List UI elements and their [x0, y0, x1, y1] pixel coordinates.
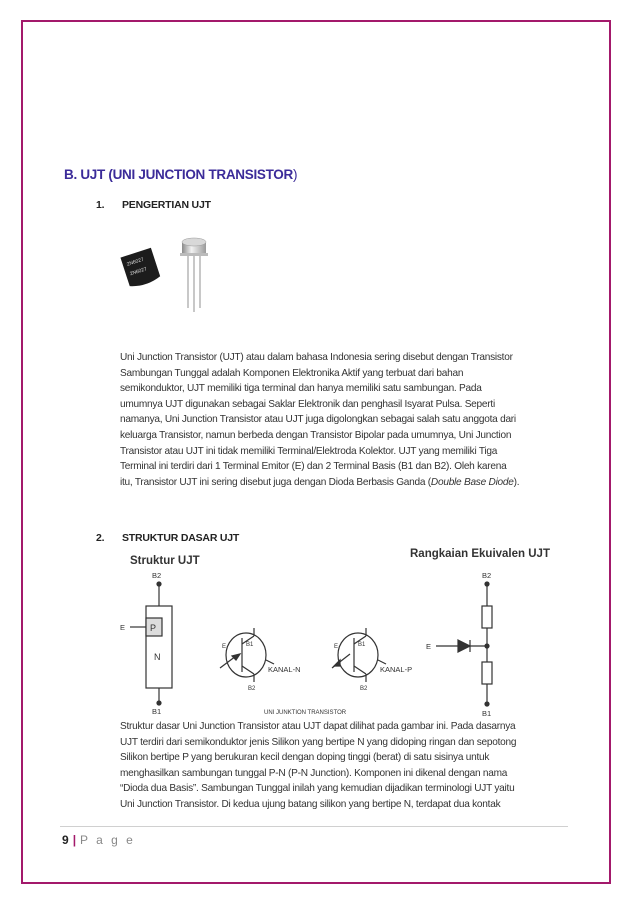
figure-title-struktur: Struktur UJT — [130, 555, 200, 567]
paragraph-pengertian: Uni Junction Transistor (UJT) atau dalam bahasa Indonesia sering disebut dengan Transistor Sambungan Tunggal adalah Komponen Elektronika Aktif yang terbuat dari bahan semikonduktor, UJT memiliki tiga terminal dan hanya memiliki satu sambungan. Pada umumnya UJT digunakan sebagai Saklar Elektronik dan penghasil Isyarat Pulsa. Seperti namanya, Uni Junction Transistor atau UJT juga digolongkan sebagai salah satu anggota dari keluarga Transistor, namun berbeda dengan Transistor Bipolar pada umumnya, Uni Junction Transistor atau UJT ini tidak memiliki Terminal/Elektroda Kolektor. UJT yang memiliki Tiga Terminal ini terdiri dari 1 Terminal Emitor (E) dan 2 Terminal Basis (B1 dan B2). Oleh karena itu, Transistor UJT ini sering disebut juga dengan Dioda Berbasis Ganda (Double Base Diode). — [120, 352, 520, 488]
paragraph-struktur: Struktur dasar Uni Junction Transistor atau UJT dapat dilihat pada gambar ini. Pada dasarnya UJT terdiri dari semikonduktor jenis Silikon yang bertipe N yang didoping ringan dan sepotong Silikon bertipe P yang berukuran kecil dengan doping tinggi (berat) di satu sisinya untuk menghasilkan sambungan tunggal P-N (P-N Junction). Komponen ini dikenal dengan nama “Dioda dua Basis”. Sambungan Tunggal inilah yang kemudian dijadikan terminologi UJT yaitu Uni Junction Transistor. Di kedua ujung batang silikon yang bertipe N, terdapat dua kontak — [120, 721, 517, 810]
metal-can-transistor — [180, 238, 208, 312]
svg-text:B2: B2 — [482, 571, 492, 580]
svg-text:KANAL-N: KANAL-N — [268, 665, 301, 674]
svg-text:KANAL-P: KANAL-P — [380, 665, 413, 674]
svg-text:E: E — [222, 644, 227, 650]
svg-text:B1: B1 — [482, 709, 492, 718]
svg-text:B1: B1 — [152, 707, 162, 716]
footer-rule — [60, 826, 568, 827]
figure-title-rangkaian: Rangkaian Ekuivalen UJT — [410, 548, 550, 560]
page-number: 9 — [62, 833, 69, 847]
svg-text:E: E — [426, 642, 432, 651]
svg-text:N: N — [154, 652, 161, 662]
svg-text:E: E — [120, 623, 126, 632]
svg-text:2N6027: 2N6027 — [129, 266, 148, 278]
svg-text:E: E — [334, 644, 339, 650]
svg-text:B2: B2 — [360, 686, 368, 692]
plastic-transistor — [120, 248, 179, 346]
svg-text:B1: B1 — [246, 642, 254, 648]
svg-text:B2: B2 — [248, 686, 256, 692]
subheading-pengertian: 1. PENGERTIAN UJT — [96, 199, 211, 211]
section-title: B. UJT (UNI JUNCTION TRANSISTOR) — [64, 167, 298, 182]
svg-text:2N6027: 2N6027 — [126, 256, 145, 268]
subheading-struktur: 2. STRUKTUR DASAR UJT — [96, 532, 240, 544]
svg-text:B2: B2 — [152, 571, 162, 580]
page-footer: 9 | P a g e — [62, 833, 136, 847]
svg-text:B1: B1 — [358, 642, 366, 648]
ujt-photo — [112, 226, 232, 346]
ujt-structure-diagram — [110, 568, 530, 718]
svg-text:P: P — [150, 623, 157, 633]
svg-text:UNI JUNKTION TRANSISTOR: UNI JUNKTION TRANSISTOR — [264, 710, 347, 716]
